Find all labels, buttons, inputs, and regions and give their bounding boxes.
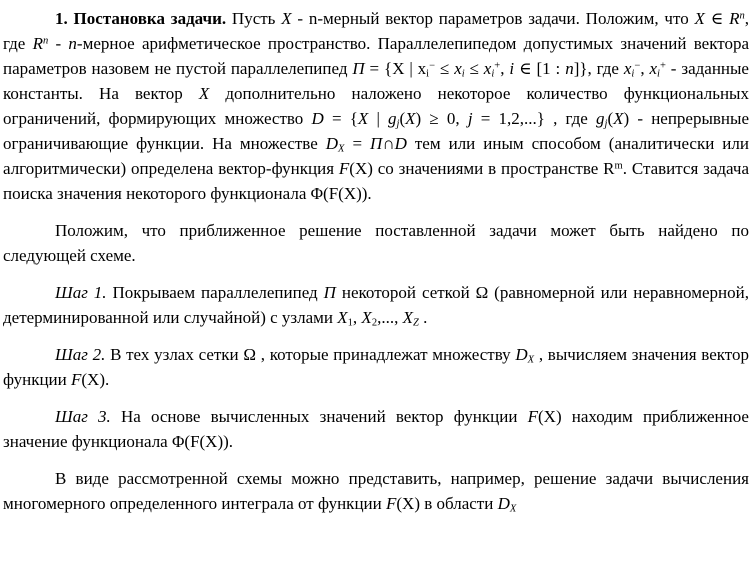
italic-run: X bbox=[405, 109, 416, 128]
text-run: -мерное арифметическое пространство. Параллелепипедом допустимых значений вектора параметров назовем не пустой параллелепипед bbox=[3, 34, 749, 78]
paragraph-step-2 bbox=[3, 342, 749, 392]
italic-run: X bbox=[402, 308, 413, 327]
italic-run: x bbox=[454, 59, 462, 78]
italic-run: X bbox=[281, 9, 292, 28]
italic-run: n bbox=[739, 10, 745, 22]
paragraph-step-1 bbox=[3, 280, 749, 330]
italic-run: D bbox=[515, 345, 528, 364]
text-run: (X) находим приближенное значение функционала Φ(F(X)). bbox=[3, 407, 749, 451]
italic-run: i bbox=[631, 68, 635, 80]
text-run: , вычисляем значения вектор функции bbox=[3, 345, 749, 389]
text-run: . Ставится задача поиска значения некоторого функционала Φ(F(X)). bbox=[3, 159, 749, 203]
paragraph-integral-example bbox=[3, 466, 749, 516]
paragraph-approx-solution bbox=[3, 218, 749, 268]
text-run: ≤ bbox=[464, 59, 484, 78]
italic-run: F bbox=[338, 159, 350, 178]
italic-run: i bbox=[657, 68, 660, 80]
text-run: 1 bbox=[347, 317, 353, 329]
text-run: ∈ bbox=[704, 9, 730, 28]
italic-run: F bbox=[527, 407, 539, 426]
italic-run: X bbox=[613, 109, 624, 128]
text-run: , где bbox=[3, 9, 749, 53]
text-run: - заданные константы. На вектор bbox=[3, 59, 749, 103]
text-run: тем или иным способом (аналитически или алгоритмически) определена вектор-функция bbox=[3, 134, 749, 178]
text-run: . bbox=[418, 308, 428, 327]
italic-run: F bbox=[71, 370, 82, 389]
italic-run: Π bbox=[352, 59, 365, 78]
italic-run: F bbox=[385, 494, 397, 513]
text-run: Пусть bbox=[226, 9, 282, 28]
text-run: ) - непрерывные ограничивающие функции. На множестве bbox=[3, 109, 749, 153]
bold-run: 1. Постановка задачи. bbox=[55, 9, 227, 28]
text-run: (X). bbox=[81, 370, 110, 389]
text-run: ]}, где bbox=[573, 59, 624, 78]
italic-run: R bbox=[729, 9, 740, 28]
text-run: ( bbox=[607, 109, 614, 128]
italic-run: X bbox=[338, 143, 345, 155]
italic-run: D bbox=[325, 134, 339, 153]
text-run: - bbox=[48, 34, 69, 53]
text-run: − bbox=[429, 60, 436, 72]
italic-run: X bbox=[337, 308, 348, 327]
italic-run: x bbox=[483, 59, 492, 78]
text-run: m bbox=[614, 160, 623, 172]
text-run: − bbox=[634, 60, 641, 72]
italic-run: R bbox=[32, 34, 43, 53]
italic-run: Π bbox=[323, 283, 336, 302]
text-run: дополнительно наложено некоторое количество функциональных ограничений, формирующих множество bbox=[3, 84, 749, 128]
italic-run: n bbox=[42, 35, 49, 47]
italic-run: x bbox=[649, 59, 658, 78]
italic-run: X bbox=[198, 84, 210, 103]
italic-run: X bbox=[357, 109, 369, 128]
text-run: ) ≥ 0, bbox=[415, 109, 468, 128]
text-run: i bbox=[426, 68, 430, 80]
italic-run: n bbox=[68, 34, 77, 53]
italic-run: X bbox=[361, 308, 372, 327]
italic-run: j bbox=[604, 118, 608, 130]
italic-run: Шаг 2. bbox=[55, 345, 106, 364]
text-run: В виде рассмотренной схемы можно представить, например, решение задачи вычисления многомерного определенного интеграла от функции bbox=[3, 469, 749, 513]
italic-run: X bbox=[509, 503, 517, 515]
italic-run: i bbox=[491, 68, 495, 80]
text-run: 2 bbox=[371, 317, 378, 329]
italic-run: X bbox=[694, 9, 705, 28]
italic-run: Шаг 3. bbox=[55, 407, 111, 426]
italic-run: D bbox=[311, 109, 324, 128]
text-run: , bbox=[640, 59, 650, 78]
text-run: = { bbox=[323, 109, 358, 128]
text-run: + bbox=[494, 60, 501, 72]
italic-run: i bbox=[461, 68, 465, 80]
italic-run: n bbox=[565, 59, 574, 78]
text-run: ∈ [1 : bbox=[514, 59, 566, 78]
text-run: = {X | x bbox=[364, 59, 427, 78]
paragraph-problem-statement bbox=[3, 6, 749, 206]
text-run: На основе вычисленных значений вектор функции bbox=[110, 407, 528, 426]
text-run: , bbox=[352, 308, 362, 327]
italic-run: D bbox=[394, 134, 407, 153]
text-run: = bbox=[344, 134, 371, 153]
paragraph-step-3 bbox=[3, 404, 749, 454]
text-run: - n-мерный вектор параметров задачи. Положим, что bbox=[291, 9, 695, 28]
italic-run: Шаг 1. bbox=[55, 283, 107, 302]
italic-run: Z bbox=[412, 317, 419, 329]
text-run: некоторой сеткой Ω (равномерной или неравномерной, детерминированной или случайной) с узлами bbox=[3, 283, 749, 327]
text-run: ∩ bbox=[382, 134, 395, 153]
italic-run: Π bbox=[370, 134, 383, 153]
italic-run: x bbox=[623, 59, 632, 78]
italic-run: D bbox=[497, 494, 510, 513]
italic-run: j bbox=[467, 109, 473, 128]
text-run: ( bbox=[399, 109, 406, 128]
italic-run: j bbox=[396, 118, 400, 130]
text-run: | bbox=[368, 109, 389, 128]
italic-run: X bbox=[527, 354, 535, 366]
text-run: Положим, что приближенное решение поставленной задачи может быть найдено по следующей схеме. bbox=[3, 221, 749, 265]
text-run: В тех узлах сетки Ω , которые принадлежат множеству bbox=[105, 345, 516, 364]
text-run: = 1,2,...} , где bbox=[472, 109, 597, 128]
italic-run: i bbox=[509, 59, 515, 78]
text-run: Покрываем параллелепипед bbox=[106, 283, 324, 302]
text-run: (X) со значениями в пространстве R bbox=[349, 159, 615, 178]
text-run: + bbox=[659, 60, 666, 72]
text-run: (X) в области bbox=[396, 494, 498, 513]
italic-run: g bbox=[596, 109, 605, 128]
text-run: ≤ bbox=[435, 59, 455, 78]
italic-run: g bbox=[388, 109, 397, 128]
text-run: ,..., bbox=[377, 308, 403, 327]
text-run: , bbox=[500, 59, 510, 78]
